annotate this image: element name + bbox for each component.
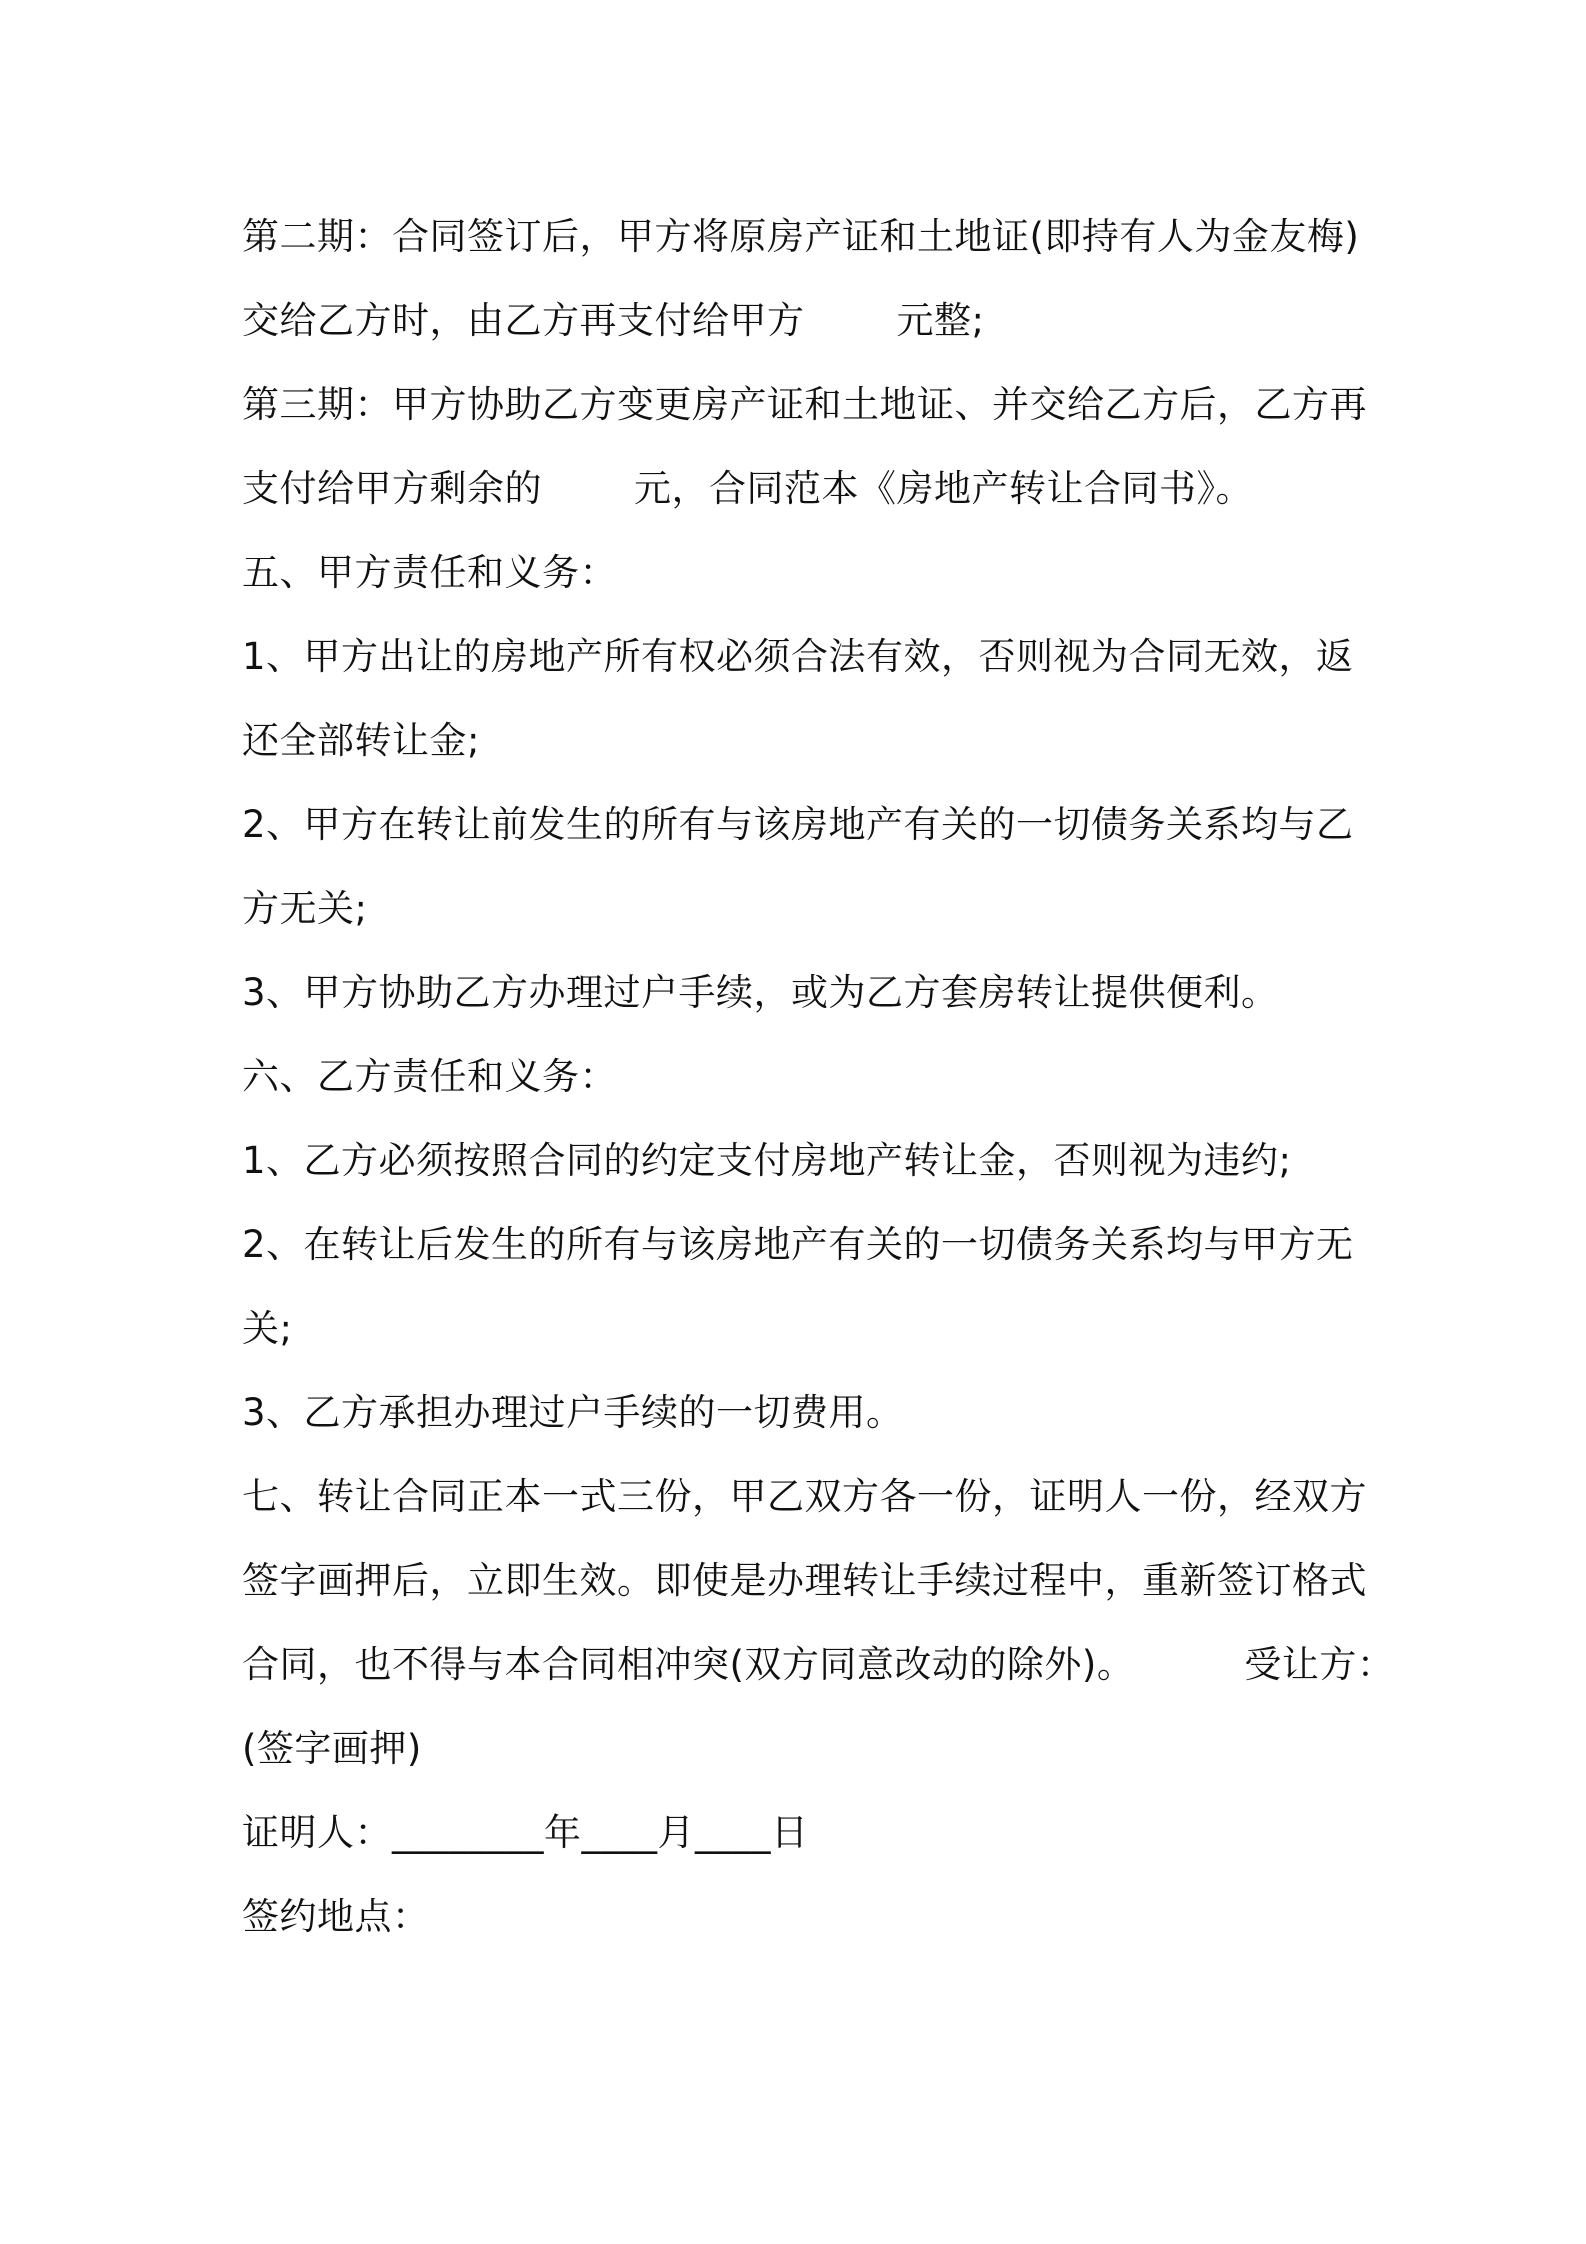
text-segment: 签约地点： [242,1895,430,1938]
text-segment: 第二期：合同签订后，甲方将原房产证和土地证(即持有人为金友梅) [242,215,1360,258]
text-line [242,1119,1362,1203]
text-line [242,1455,1367,1539]
text-segment: 元整; [896,299,985,342]
text-line [242,699,1362,783]
signature-note: (签字画押) [242,1727,422,1770]
text-line [242,1203,1362,1287]
section-heading [242,1035,1362,1119]
text-segment: 1、乙方必须按照合同的约定支付房地产转让金，否则视为违约; [242,1139,1292,1182]
text-segment: 2、甲方在转让前发生的所有与该房地产有关的一切债务关系均与乙 [242,803,1354,846]
text-segment: 证明人：________年____月____日 [242,1811,809,1854]
text-segment: 交给乙方时，由乙方再支付给甲方 [242,299,805,342]
text-segment: 五、甲方责任和义务： [242,551,617,594]
text-line [242,1707,1362,1791]
text-line [242,867,1362,951]
text-segment: 还全部转让金; [242,719,480,762]
text-segment: 3、乙方承担办理过户手续的一切费用。 [242,1391,904,1434]
text-line [242,1623,1395,1707]
text-segment: 七、转让合同正本一式三份，甲乙双方各一份，证明人一份，经双方 [242,1475,1367,1518]
text-line [242,615,1362,699]
transferee-label: 受让方： [1244,1643,1395,1686]
text-segment: 签字画押后，立即生效。即使是办理转让手续过程中，重新签订格式 [242,1559,1367,1602]
text-segment: 元，合同范本《房地产转让合同书》。 [634,467,1253,510]
text-line [242,195,1362,279]
text-segment: 关; [242,1307,293,1350]
section-heading [242,531,1362,615]
text-segment: 方无关; [242,887,368,930]
text-line [242,1539,1367,1623]
text-segment: 1、甲方出让的房地产所有权必须合法有效，否则视为合同无效，返 [242,635,1354,678]
text-line [242,783,1362,867]
text-segment: 合同，也不得与本合同相冲突(双方同意改动的除外)。 [242,1643,1135,1686]
text-line [242,1371,1362,1455]
signing-location-line [242,1875,1362,1959]
text-line [242,447,1362,531]
text-segment: 第三期：甲方协助乙方变更房产证和土地证、并交给乙方后，乙方再 [242,383,1367,426]
text-segment: 3、甲方协助乙方办理过户手续，或为乙方套房转让提供便利。 [242,971,1279,1014]
text-line [242,279,1362,363]
contract-body [242,195,1395,1959]
witness-date-line [242,1791,1362,1875]
text-segment: 六、乙方责任和义务： [242,1055,617,1098]
text-line [242,951,1362,1035]
text-segment: 支付给甲方剩余的 [242,467,542,510]
text-line [242,363,1367,447]
text-line [242,1287,1362,1371]
text-segment: 2、在转让后发生的所有与该房地产有关的一切债务关系均与甲方无 [242,1223,1354,1266]
